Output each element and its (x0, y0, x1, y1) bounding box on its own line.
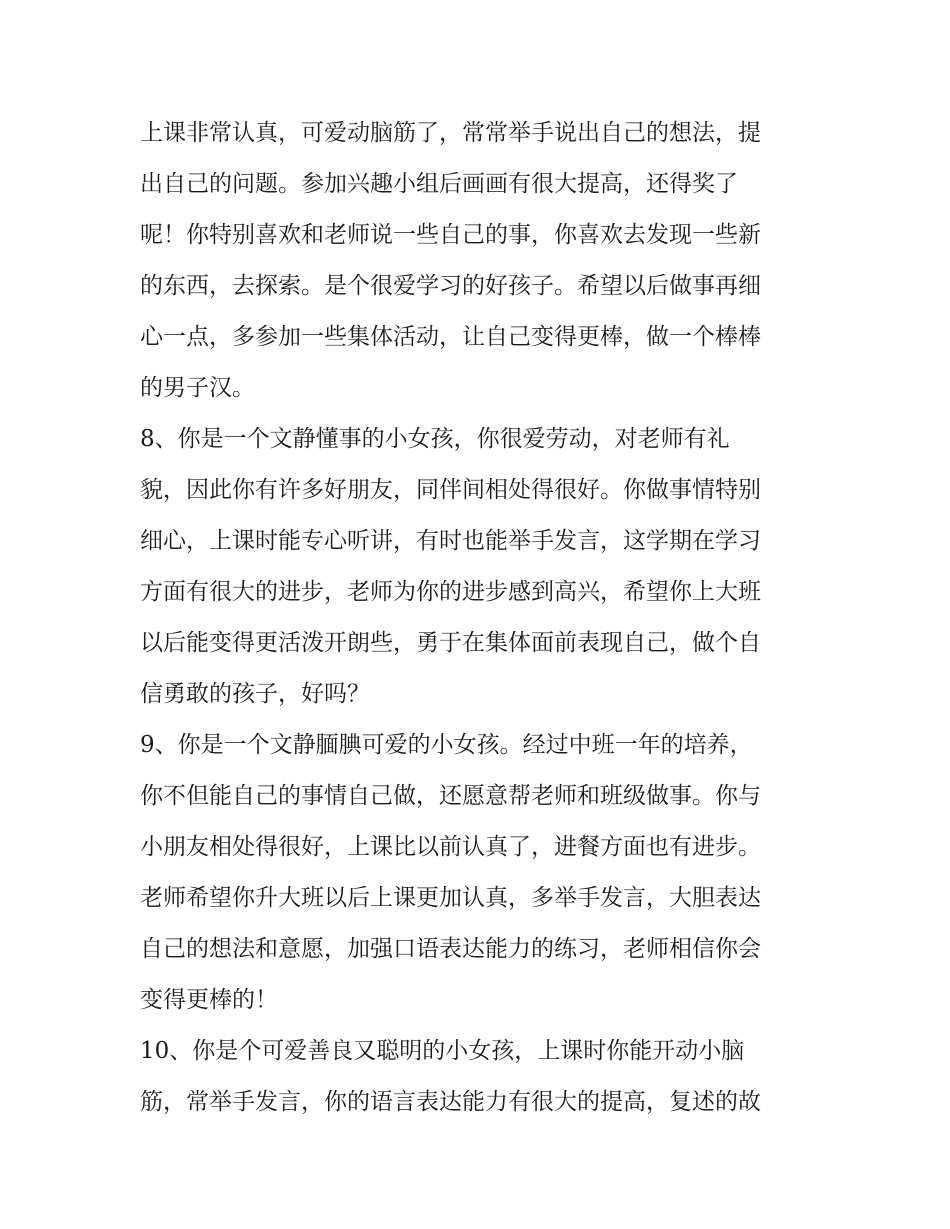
text-line: 出自己的问题。参加兴趣小组后画画有很大提高，还得奖了 (140, 171, 738, 197)
text-line: 心一点，多参加一些集体活动，让自己变得更棒，做一个棒棒 (140, 324, 761, 350)
document-body (140, 108, 820, 1128)
text-line: 细心，上课时能专心听讲，有时也能举手发言，这学期在学习 (140, 528, 761, 554)
text-line: 小朋友相处得很好，上课比以前认真了，进餐方面也有进步。 (140, 834, 761, 860)
text-line: 筋，常举手发言，你的语言表达能力有很大的提高，复述的故 (140, 1089, 761, 1115)
text-line: 以后能变得更活泼开朗些，勇于在集体面前表现自己，做个自 (140, 630, 761, 656)
text-line: 信勇敢的孩子，好吗？ (140, 681, 370, 707)
paragraph-8-line: 8、你是一个文静懂事的小女孩，你很爱劳动，对老师有礼 (140, 426, 730, 452)
text-line: 的东西，去探索。是个很爱学习的好孩子。希望以后做事再细 (140, 273, 761, 299)
text-line: 变得更棒的！ (140, 987, 278, 1013)
text-line: 老师希望你升大班以后上课更加认真，多举手发言，大胆表达 (140, 885, 761, 911)
text-line: 的男子汉。 (140, 375, 255, 401)
text-line: 你不但能自己的事情自己做，还愿意帮老师和班级做事。你与 (140, 783, 761, 809)
text-line: 方面有很大的进步，老师为你的进步感到高兴，希望你上大班 (140, 579, 761, 605)
text-line: 貌，因此你有许多好朋友，同伴间相处得很好。你做事情特别 (140, 477, 761, 503)
paragraph-9-line: 9、你是一个文静腼腆可爱的小女孩。经过中班一年的培养， (140, 732, 753, 758)
text-line: 自己的想法和意愿，加强口语表达能力的练习，老师相信你会 (140, 936, 761, 962)
text-line: 上课非常认真，可爱动脑筋了，常常举手说出自己的想法，提 (140, 120, 761, 146)
text-line: 呢！你特别喜欢和老师说一些自己的事，你喜欢去发现一些新 (140, 222, 761, 248)
paragraph-10-line: 10、你是个可爱善良又聪明的小女孩，上课时你能开动小脑 (140, 1038, 745, 1064)
